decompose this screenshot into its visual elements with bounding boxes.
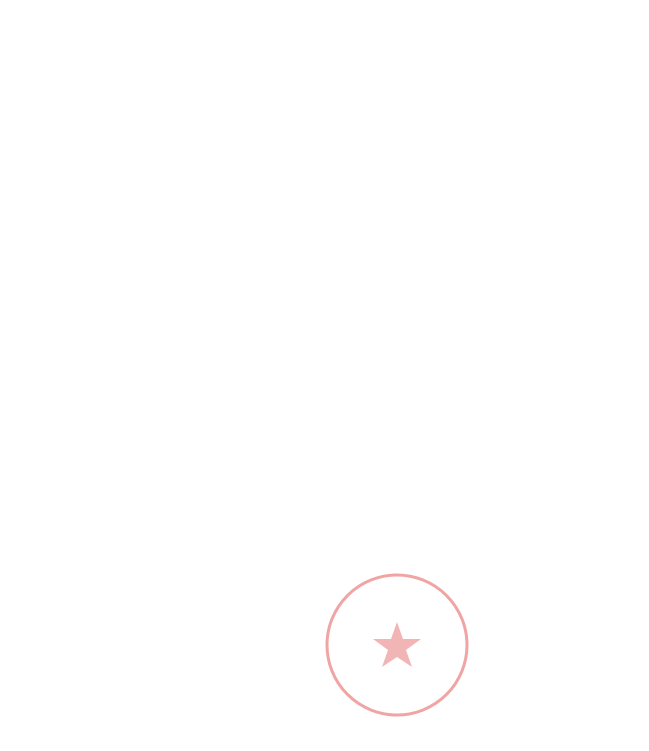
seal-graphic <box>322 570 472 720</box>
seal-star-icon <box>373 622 421 667</box>
official-seal <box>322 570 472 720</box>
